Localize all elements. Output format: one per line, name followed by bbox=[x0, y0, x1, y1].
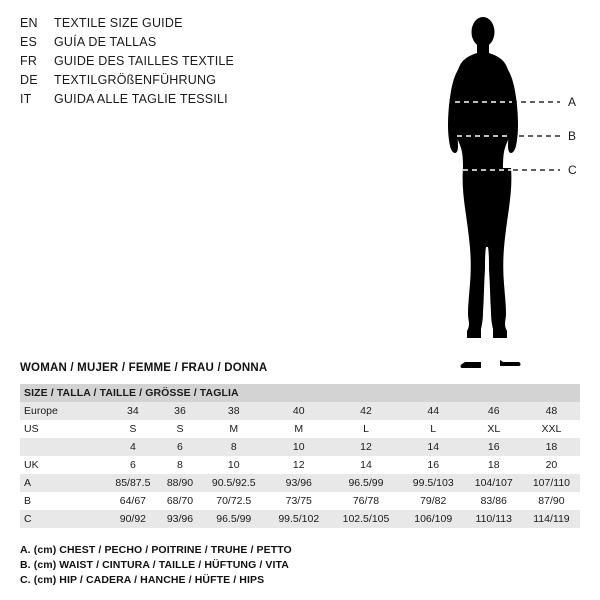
body-figure bbox=[420, 10, 590, 370]
cell: 73/75 bbox=[267, 492, 330, 510]
cell: 34 bbox=[106, 402, 160, 420]
cell: 18 bbox=[523, 438, 580, 456]
row-label-uk: UK bbox=[20, 456, 106, 474]
language-row-it bbox=[20, 90, 420, 109]
section-heading-woman: WOMAN / MUJER / FEMME / FRAU / DONNA bbox=[20, 362, 268, 374]
note-a: A. (cm) CHEST / PECHO / POITRINE / TRUHE / PETTO bbox=[20, 544, 292, 556]
language-title-fr: GUIDE DES TAILLES TEXTILE bbox=[54, 54, 235, 68]
cell: XL bbox=[465, 420, 523, 438]
cell: S bbox=[160, 420, 200, 438]
language-row-en bbox=[20, 14, 420, 33]
cell: 99.5/102 bbox=[267, 510, 330, 528]
cell: 6 bbox=[160, 438, 200, 456]
language-title-list bbox=[20, 14, 420, 109]
cell: 16 bbox=[402, 456, 465, 474]
table-row bbox=[20, 492, 580, 510]
cell: 64/67 bbox=[106, 492, 160, 510]
cell: 10 bbox=[267, 438, 330, 456]
cell: 40 bbox=[267, 402, 330, 420]
language-title-en: TEXTILE SIZE GUIDE bbox=[54, 16, 183, 30]
cell: 4 bbox=[106, 438, 160, 456]
cell: 76/78 bbox=[330, 492, 402, 510]
cell: 46 bbox=[465, 402, 523, 420]
cell: 8 bbox=[160, 456, 200, 474]
cell: 18 bbox=[465, 456, 523, 474]
language-row-de bbox=[20, 71, 420, 90]
row-label-us: US bbox=[20, 420, 106, 438]
row-label-us-numeric bbox=[20, 438, 106, 456]
table-header-label: SIZE / TALLA / TAILLE / GRÖSSE / TAGLIA bbox=[20, 384, 580, 402]
language-row-fr bbox=[20, 52, 420, 71]
cell: 14 bbox=[402, 438, 465, 456]
cell: 36 bbox=[160, 402, 200, 420]
table-row bbox=[20, 474, 580, 492]
language-code-en: EN bbox=[20, 16, 38, 30]
note-c: C. (cm) HIP / CADERA / HANCHE / HÜFTE / HIPS bbox=[20, 574, 265, 586]
cell: 93/96 bbox=[267, 474, 330, 492]
cell: 6 bbox=[106, 456, 160, 474]
cell: 96.5/99 bbox=[200, 510, 267, 528]
cell: 90/92 bbox=[106, 510, 160, 528]
measurement-notes bbox=[20, 543, 580, 588]
cell: 38 bbox=[200, 402, 267, 420]
female-silhouette-icon bbox=[420, 10, 590, 370]
cell: 88/90 bbox=[160, 474, 200, 492]
language-code-it: IT bbox=[20, 92, 32, 106]
language-title-es: GUÍA DE TALLAS bbox=[54, 35, 157, 49]
cell: 79/82 bbox=[402, 492, 465, 510]
table-row bbox=[20, 456, 580, 474]
table-row bbox=[20, 420, 580, 438]
cell: 104/107 bbox=[465, 474, 523, 492]
cell: M bbox=[200, 420, 267, 438]
row-label-a: A bbox=[20, 474, 106, 492]
language-code-de: DE bbox=[20, 73, 38, 87]
cell: 110/113 bbox=[465, 510, 523, 528]
cell: 87/90 bbox=[523, 492, 580, 510]
cell: 10 bbox=[200, 456, 267, 474]
measurement-mark-a: A bbox=[568, 95, 577, 109]
language-row-es bbox=[20, 33, 420, 52]
cell: 20 bbox=[523, 456, 580, 474]
cell: 114/119 bbox=[523, 510, 580, 528]
cell: 68/70 bbox=[160, 492, 200, 510]
table-row bbox=[20, 402, 580, 420]
cell: 106/109 bbox=[402, 510, 465, 528]
cell: 102.5/105 bbox=[330, 510, 402, 528]
measurement-mark-c: C bbox=[568, 163, 577, 177]
cell: 48 bbox=[523, 402, 580, 420]
cell: 90.5/92.5 bbox=[200, 474, 267, 492]
cell: L bbox=[330, 420, 402, 438]
measurement-mark-b: B bbox=[568, 129, 577, 143]
row-label-c: C bbox=[20, 510, 106, 528]
cell: 83/86 bbox=[465, 492, 523, 510]
cell: 14 bbox=[330, 456, 402, 474]
cell: S bbox=[106, 420, 160, 438]
language-code-fr: FR bbox=[20, 54, 38, 68]
cell: 8 bbox=[200, 438, 267, 456]
language-title-it: GUIDA ALLE TAGLIE TESSILI bbox=[54, 92, 228, 106]
cell: 42 bbox=[330, 402, 402, 420]
cell: 44 bbox=[402, 402, 465, 420]
cell: 12 bbox=[267, 456, 330, 474]
cell: L bbox=[402, 420, 465, 438]
table-row bbox=[20, 510, 580, 528]
cell: 99.5/103 bbox=[402, 474, 465, 492]
table-header-row bbox=[20, 384, 580, 402]
size-table bbox=[20, 384, 580, 528]
cell: M bbox=[267, 420, 330, 438]
cell: 12 bbox=[330, 438, 402, 456]
row-label-b: B bbox=[20, 492, 106, 510]
language-title-de: TEXTILGRÖßENFÜHRUNG bbox=[54, 73, 217, 87]
row-label-europe: Europe bbox=[20, 402, 106, 420]
cell: 16 bbox=[465, 438, 523, 456]
cell: 93/96 bbox=[160, 510, 200, 528]
cell: 107/110 bbox=[523, 474, 580, 492]
cell: XXL bbox=[523, 420, 580, 438]
note-b: B. (cm) WAIST / CINTURA / TAILLE / HÜFTUNG / VITA bbox=[20, 559, 289, 571]
language-code-es: ES bbox=[20, 35, 38, 49]
cell: 96.5/99 bbox=[330, 474, 402, 492]
table-row bbox=[20, 438, 580, 456]
cell: 85/87.5 bbox=[106, 474, 160, 492]
cell: 70/72.5 bbox=[200, 492, 267, 510]
